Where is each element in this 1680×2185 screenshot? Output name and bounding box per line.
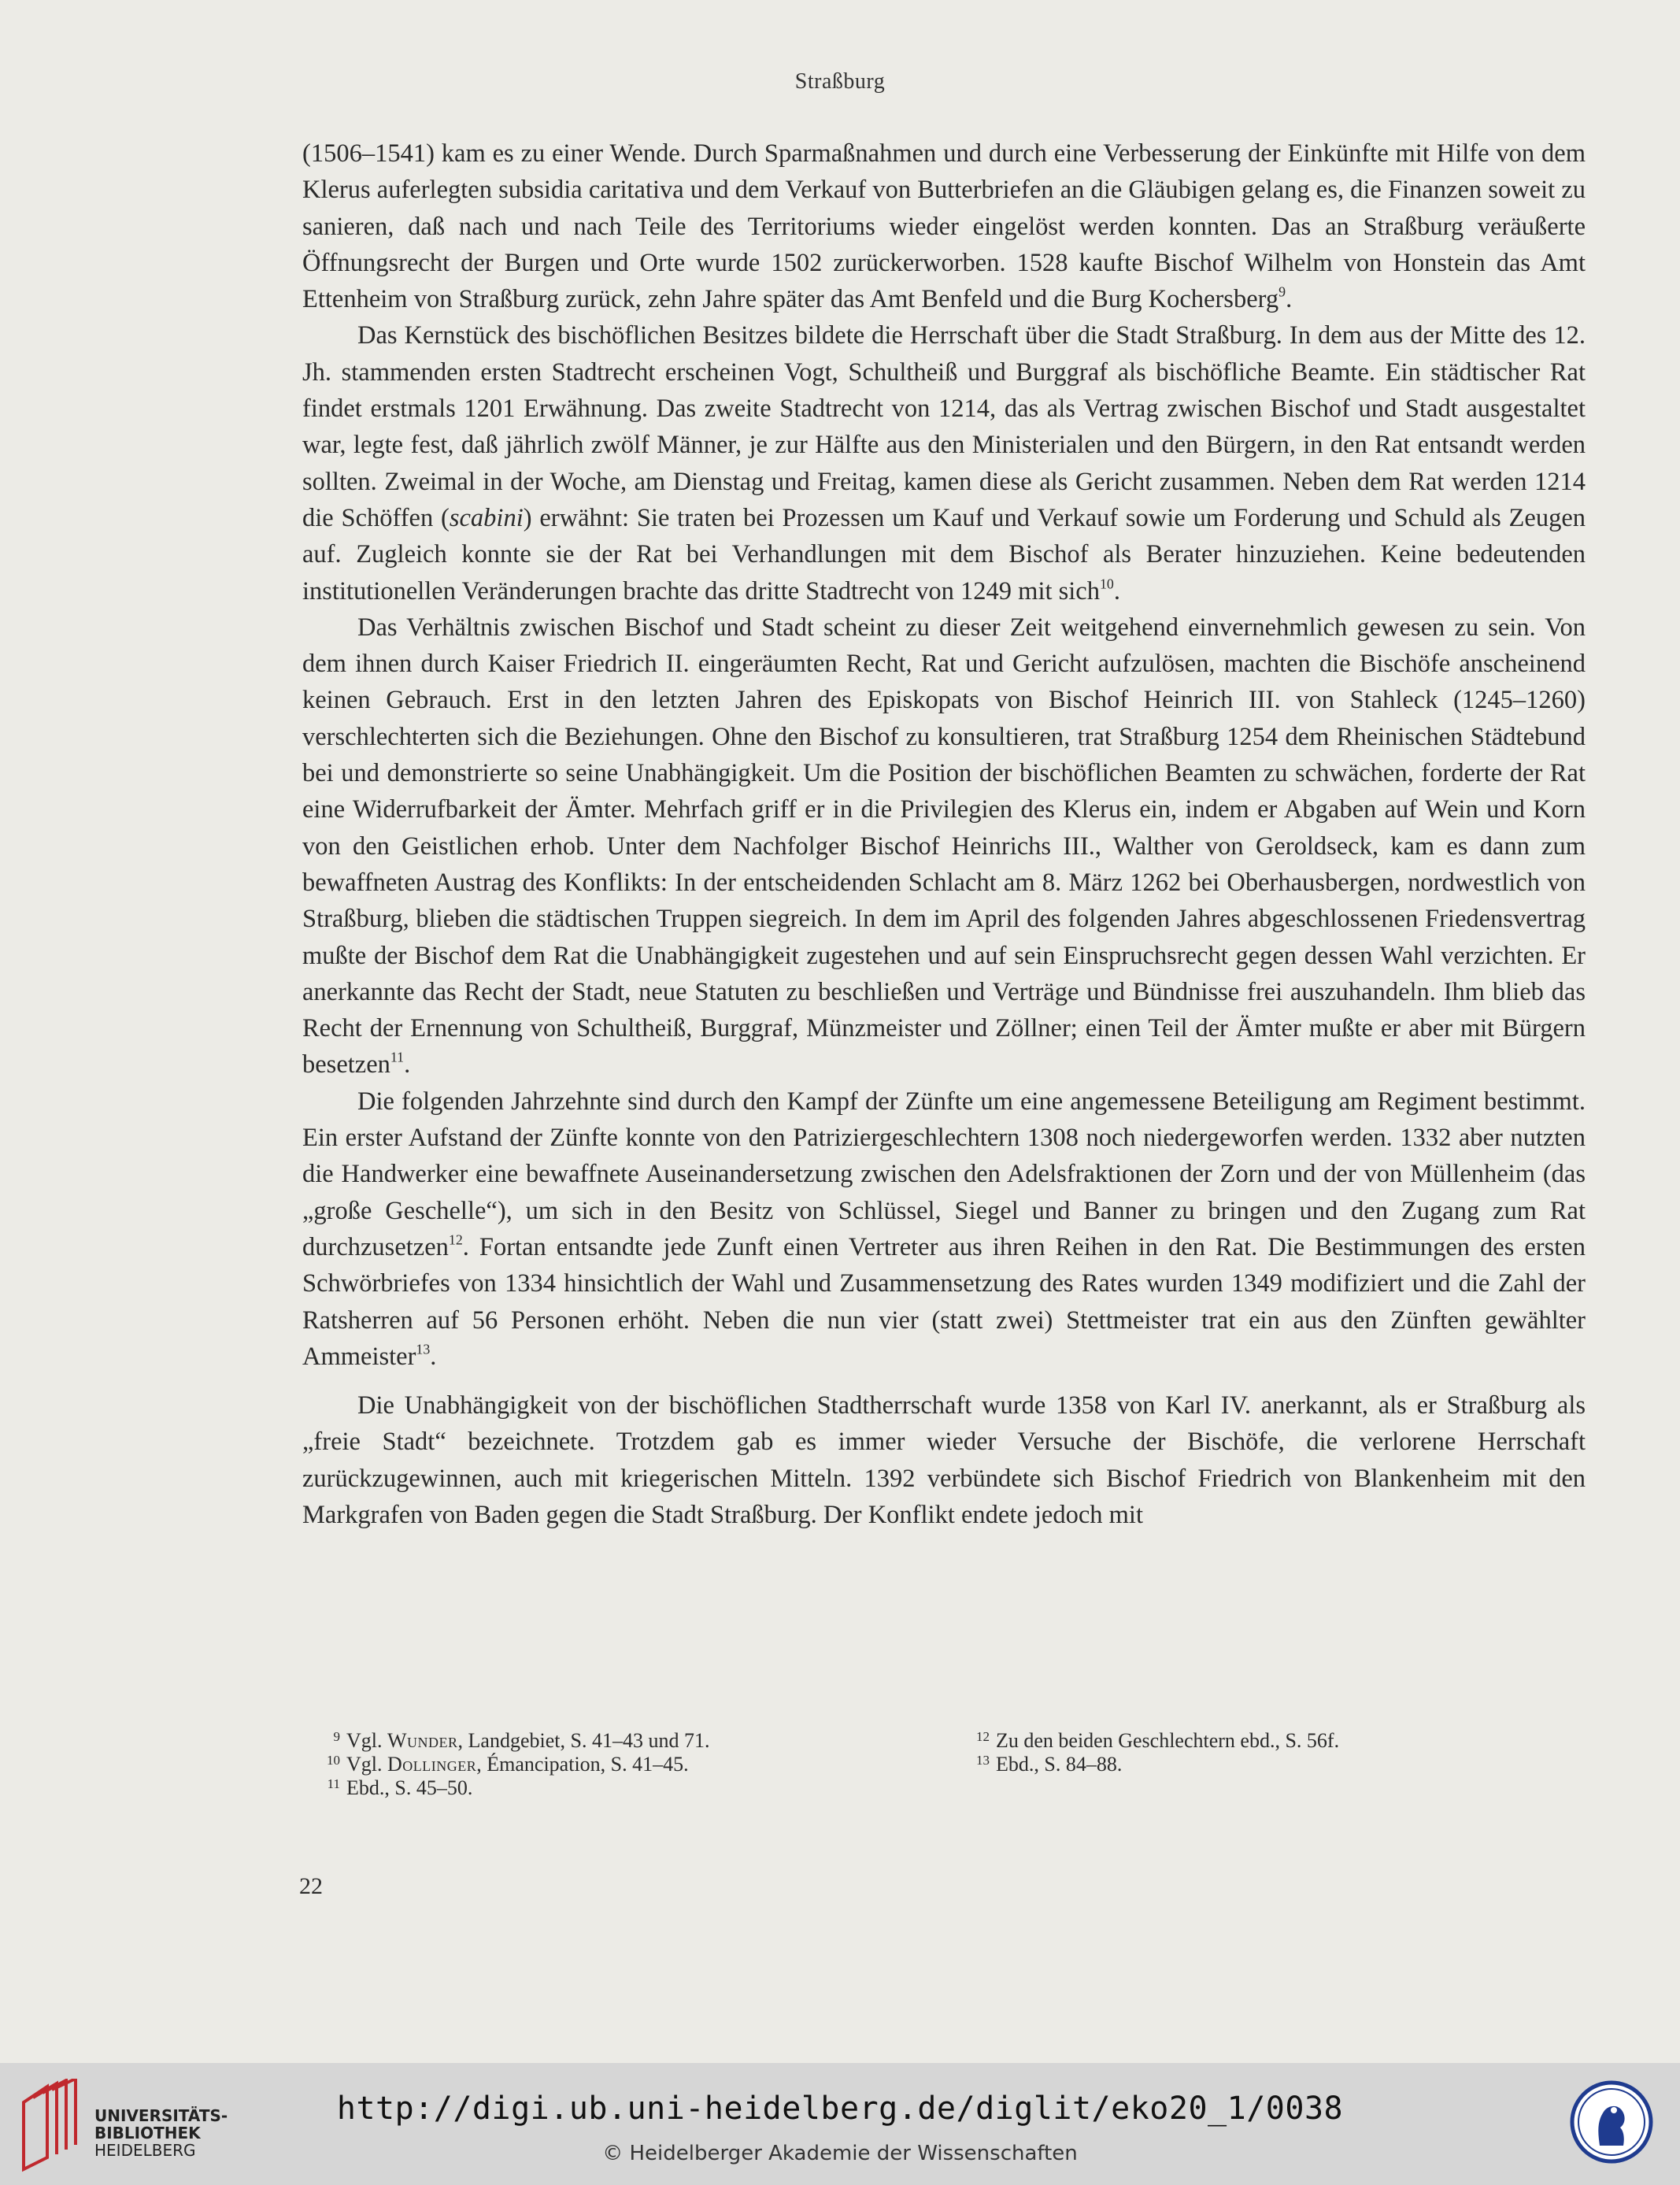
footnote-13: 13 Ebd., S. 84–88. bbox=[976, 1753, 1123, 1776]
footnotes-left-column bbox=[318, 1729, 916, 1800]
running-head: Straßburg bbox=[794, 69, 886, 94]
footnote-11: 11 Ebd., S. 45–50. bbox=[327, 1776, 473, 1799]
footnote-10: 10 Vgl. Dollinger, Émancipation, S. 41–45. bbox=[327, 1753, 689, 1776]
footnote-ref[interactable]: 10 bbox=[1099, 576, 1114, 592]
paragraph-1: (1506–1541) kam es zu einer Wende. Durch Sparmaßnahmen und durch eine Verbesserung der Einkünfte mit Hilfe von dem Klerus auferlegten subsidia caritativa und dem Verkauf von Butterbriefen an die Gläubigen gelang es, die Finanzen soweit zu sanieren, daß nach und nach Teile des Territoriums wieder eingelöst werden konnten. Das an Straßburg veräußerte Öffnungsrecht der Burgen und Orte wurde 1502 zurückerworben. 1528 kaufte Bischof Wilhelm von Honstein das Amt Ettenheim von Straßburg zurück, zehn Jahre später das Amt Benfeld und die Burg Kochersberg$^9$. bbox=[302, 139, 1586, 314]
footnote-ref[interactable]: 13 bbox=[416, 1341, 431, 1357]
paragraph-4: Die folgenden Jahrzehnte sind durch den Kampf der Zünfte um eine angemessene Beteiligung am Regiment bestimmt. Ein erster Aufstand der Zünfte konnte von den Patriziergeschlechtern 1308 noch niedergeworfen werden. 1332 aber nutzten die Handwerker eine bewaffnete Auseinandersetzung zwischen den Adelsfraktionen der Zorn und der von Müllenheim (das „große Geschelle“), um sich in den Besitz von Schlüssel, Siegel und Banner zu bringen und den Zugang zum Rat durchzusetzen$^{12}$. Fortan entsandte jede Zunft einen Vertreter aus ihren Reihen in den Rat. Die Bestimmungen des ersten Schwörbriefes von 1334 hinsichtlich der Wahl und Zusammensetzung des Rates wurden 1349 modifiziert und die Zahl der Ratsherren auf 56 Personen erhöht. Neben die nun vier (statt zwei) Stettmeister trat ein aus den Zünften gewählter Ammeister$^{13}$. bbox=[302, 1087, 1586, 1371]
permalink-url[interactable]: http://digi.ub.uni-heidelberg.de/diglit/eko20_1/0038 bbox=[336, 2091, 1344, 2127]
academy-seal-icon[interactable] bbox=[1568, 2079, 1655, 2165]
footnotes-right-column bbox=[968, 1729, 1582, 1776]
paragraph-3: Das Verhältnis zwischen Bischof und Stadt scheint zu dieser Zeit weitgehend einvernehmlich gewesen zu sein. Von dem ihnen durch Kaiser Friedrich II. eingeräumten Recht, Rat und Gericht aufzulösen, machten die Bischöfe anscheinend keinen Gebrauch. Erst in den letzten Jahren des Episkopats von Bischof Heinrich III. von Stahleck (1245–1260) verschlechterten sich die Beziehungen. Ohne den Bischof zu konsultieren, trat Straßburg 1254 dem Rheinischen Städtebund bei und demonstrierte so seine Unabhängigkeit. Um die Position der bischöflichen Beamten zu schwächen, forderte der Rat eine Widerrufbarkeit der Ämter. Mehrfach griff er in die Privilegien des Klerus ein, indem er Abgaben auf Wein und Korn von den Geistlichen erhob. Unter dem Nachfolger Bischof Heinrichs III., Walther von Geroldseck, kam es dann zum bewaffneten Austrag des Konflikts: In der entscheidenden Schlacht am 8. März 1262 bei Oberhausbergen, nordwestlich von Straßburg, blieben die städtischen Truppen siegreich. In dem im April des folgenden Jahres abgeschlossenen Friedensvertrag mußte der Bischof dem Rat die Unabhängigkeit zugestehen und auf sein Einspruchsrecht gegen dessen Wahl verzichten. Er anerkannte das Recht der Stadt, neue Statuten zu beschließen und Verträge und Bündnisse frei auszuhandeln. Ihm blieb das Recht der Ernennung von Schultheiß, Burggraf, Münzmeister und Zöllner; einen Teil der Ämter mußte er aber mit Bürgern besetzen$^{11}$. bbox=[302, 613, 1586, 1080]
footnote-12: 12 Zu den beiden Geschlechtern ebd., S. 56f. bbox=[976, 1729, 1340, 1752]
footnote-ref[interactable]: 12 bbox=[448, 1231, 463, 1248]
paragraph-5: Die Unabhängigkeit von der bischöflichen Stadtherrschaft wurde 1358 von Karl IV. anerkannt, als er Straßburg als „freie Stadt“ bezeichnete. Trotzdem gab es immer wieder Versuche der Bischöfe, die verlorene Herrschaft zurückzugewinnen, auch mit kriegerischen Mitteln. 1392 verbündete sich Bischof Friedrich von Blankenheim mit den Markgrafen von Baden gegen die Stadt Straßburg. Der Konflikt endete jedoch mit bbox=[302, 1391, 1586, 1529]
copyright-notice: © Heidelberger Akademie der Wissenschaften bbox=[602, 2142, 1078, 2165]
viewer-footer bbox=[0, 2063, 1680, 2185]
footnote-ref[interactable]: 9 bbox=[1279, 283, 1286, 300]
library-name: UNIVERSITÄTS- BIBLIOTHEK HEIDELBERG bbox=[94, 2106, 228, 2160]
paragraph-2: Das Kernstück des bischöflichen Besitzes bildete die Herrschaft über die Stadt Straßburg. In dem aus der Mitte des 12. Jh. stammenden ersten Stadtrecht erscheinen Vogt, Schultheiß und Burggraf als bischöfliche Beamte. Ein städtischer Rat findet erstmals 1201 Erwähnung. Das zweite Stadtrecht von 1214, das als Vertrag zwischen Bischof und Stadt ausgestaltet war, legte fest, daß jährlich zwölf Männer, je zur Hälfte aus den Ministerialen und den Bürgern, in den Rat entsandt werden sollten. Zweimal in der Woche, am Dienstag und Freitag, kamen diese als Gericht zusammen. Neben dem Rat werden 1214 die Schöffen (scabini) erwähnt: Sie traten bei Prozessen um Kauf und Verkauf sowie um Forderung und Schuld als Zeugen auf. Zugleich konnte sie der Rat bei Verhandlungen mit dem Bischof als Berater hinzuziehen. Keine bedeutenden institutionellen Veränderungen brachte das dritte Stadtrecht von 1249 mit sich$^{10}$. bbox=[302, 321, 1586, 606]
footnote-ref[interactable]: 11 bbox=[390, 1050, 405, 1066]
footnote-9: 9 Vgl. Wunder, Landgebiet, S. 41–43 und 71. bbox=[333, 1729, 710, 1752]
page-number: 22 bbox=[299, 1873, 323, 1899]
body-text bbox=[302, 135, 1586, 1533]
